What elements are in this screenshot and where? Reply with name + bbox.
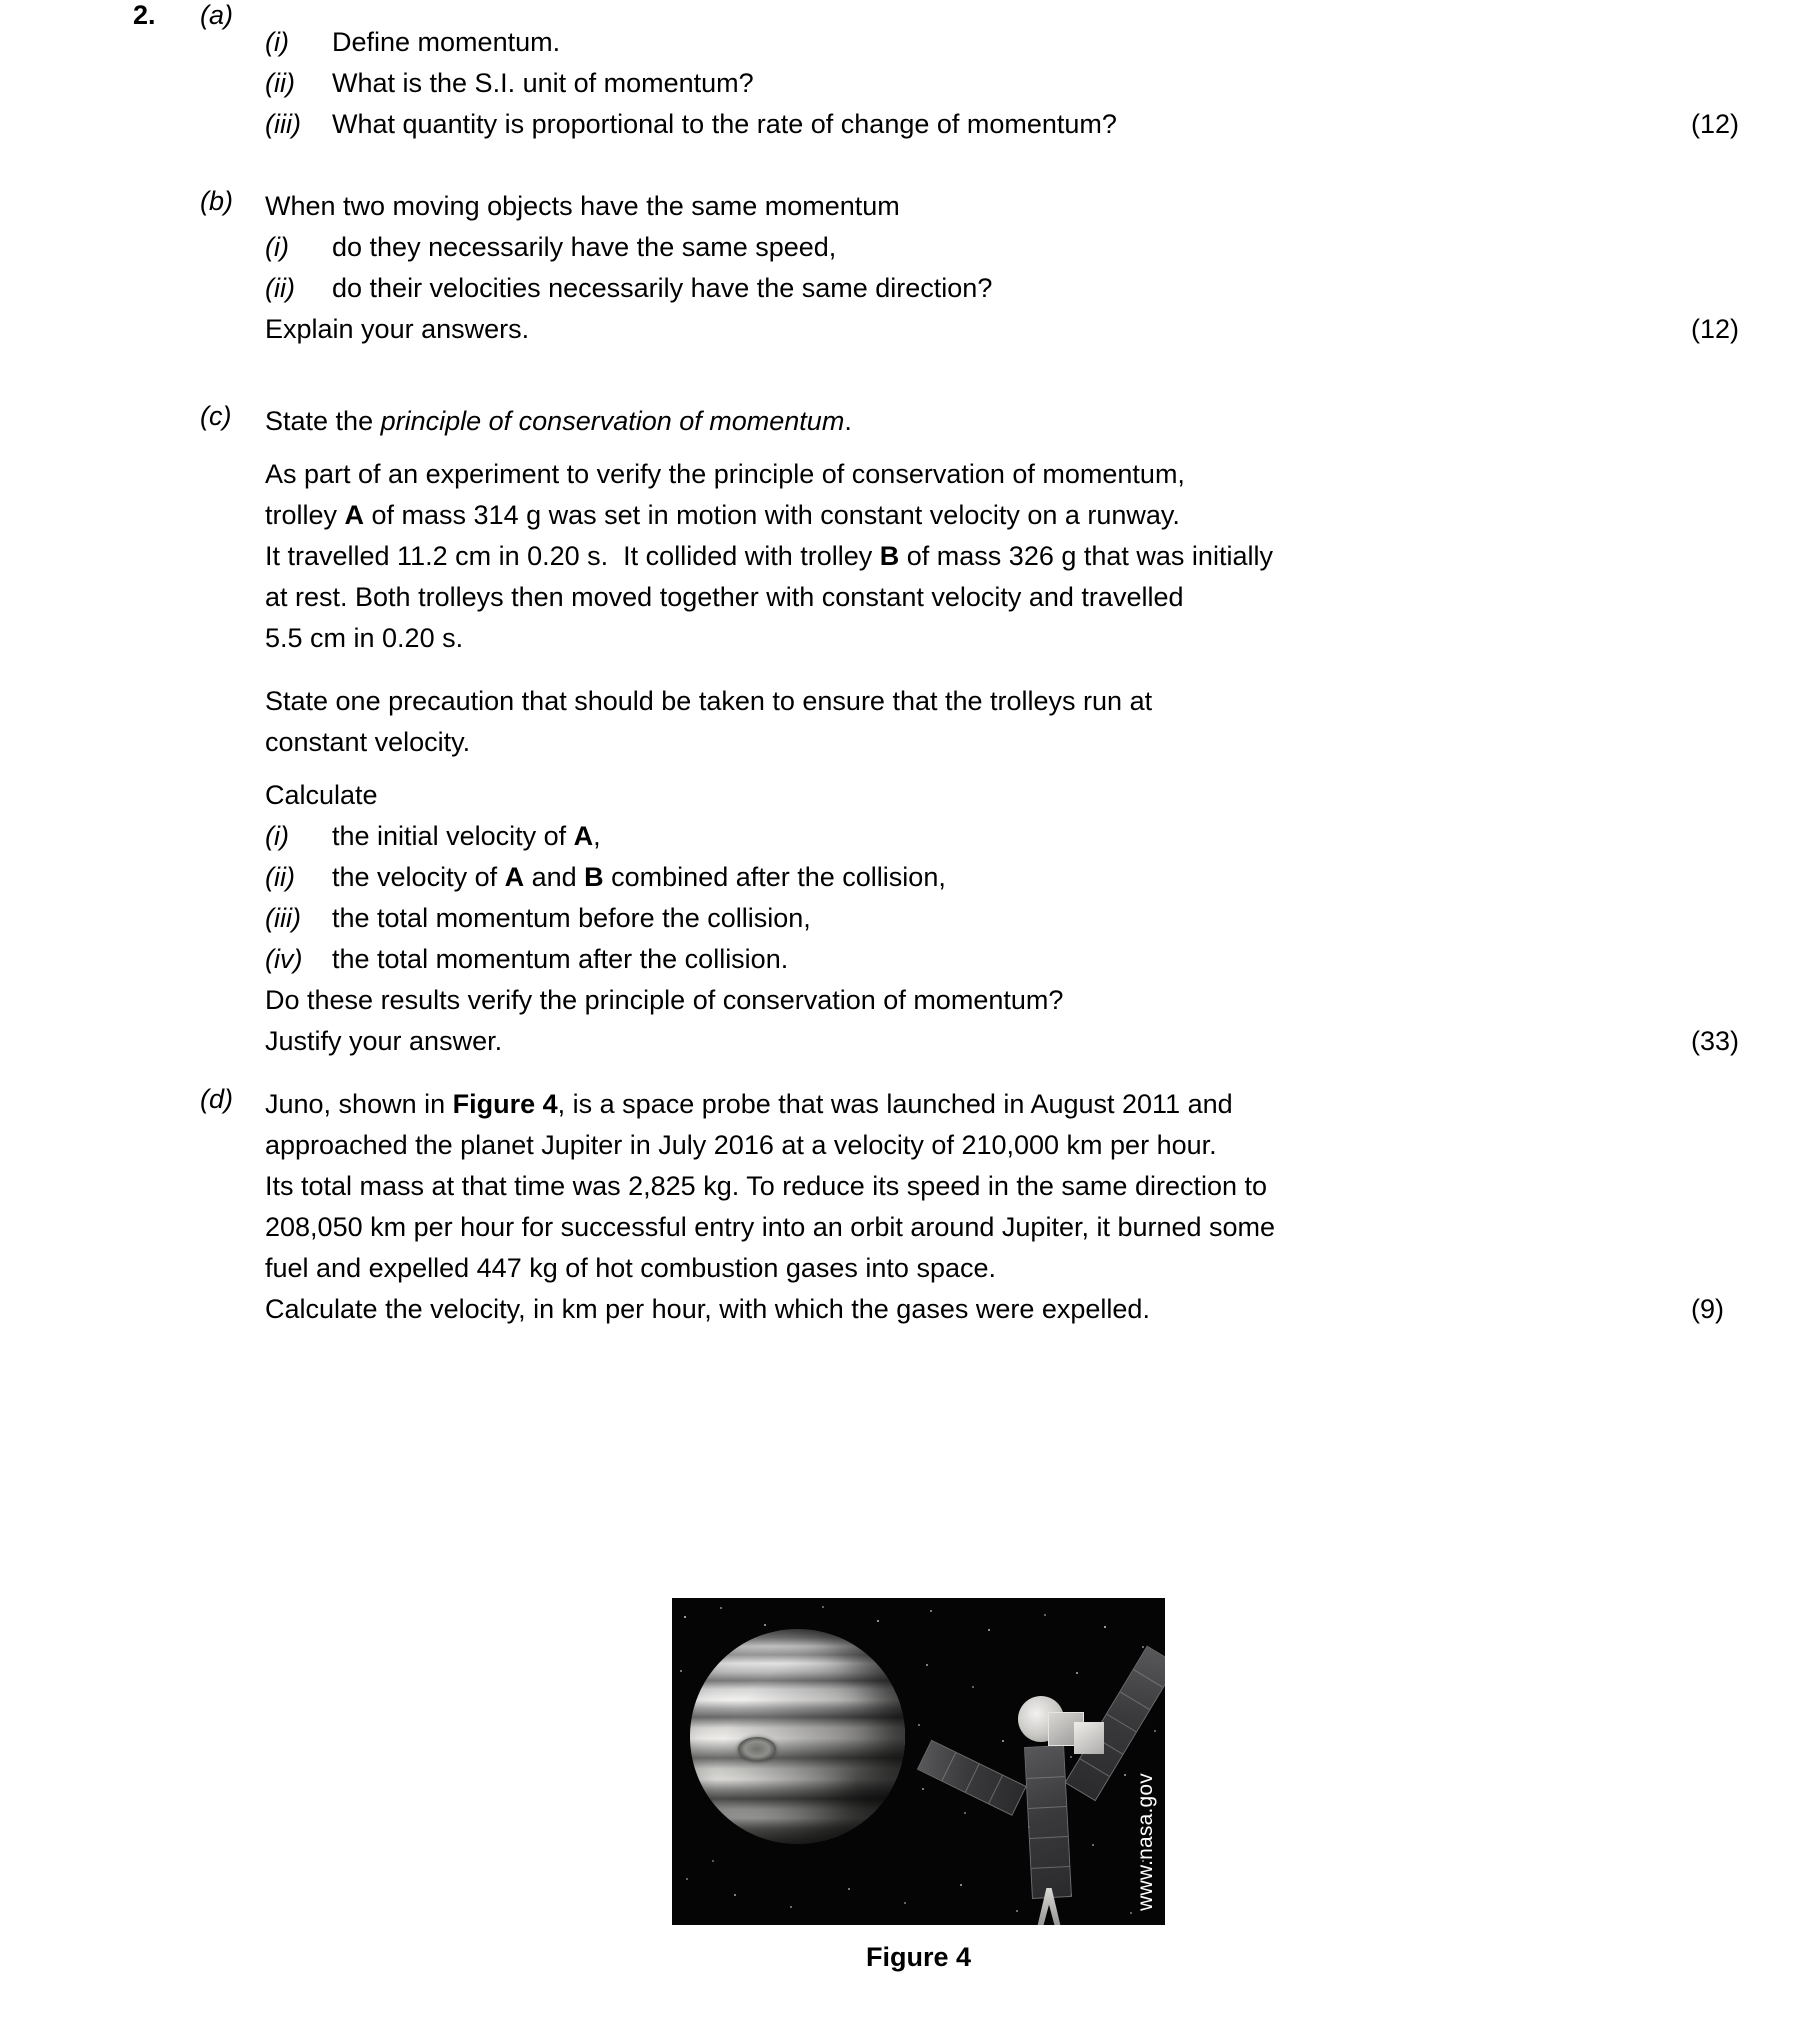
marks-a: (12): [1691, 109, 1740, 139]
question-number: 2.: [133, 0, 156, 30]
closing-text: Explain your answers.: [265, 314, 530, 344]
roman-label: (iii): [265, 109, 301, 139]
marks-d: (9): [1691, 1294, 1724, 1324]
roman-label: (iii): [265, 903, 301, 933]
item-text: What is the S.I. unit of momentum?: [332, 68, 754, 98]
item-text: the total momentum before the collision,: [332, 903, 811, 933]
paragraph-line: at rest. Both trolleys then moved together with constant velocity and travelled: [265, 582, 1184, 612]
item-text: the initial velocity of A,: [332, 821, 601, 851]
body-line: approached the planet Jupiter in July 2016 at a velocity of 210,000 km per hour.: [265, 1130, 1217, 1160]
calculate-text: Calculate: [265, 780, 378, 810]
figure-caption: Figure 4: [865, 1942, 972, 1972]
item-text: do they necessarily have the same speed,: [332, 232, 837, 262]
paragraph-line: It travelled 11.2 cm in 0.20 s. It collided with trolley B of mass 326 g that was initially: [265, 541, 1273, 571]
paragraph-line: 5.5 cm in 0.20 s.: [265, 623, 464, 653]
part-c-closing: [0, 980, 1818, 1062]
instrument-module: [1074, 1722, 1104, 1754]
stem-text: When two moving objects have the same momentum: [265, 191, 900, 221]
roman-label: (i): [265, 821, 289, 851]
juno-jupiter-image: [672, 1598, 1165, 1925]
roman-label: (ii): [265, 273, 295, 303]
item-text: What quantity is proportional to the rate of change of momentum?: [332, 109, 1117, 139]
paragraph-line: trolley A of mass 314 g was set in motion with constant velocity on a runway.: [265, 500, 1180, 530]
part-d-body: [0, 1084, 1818, 1330]
part-c-calculate-label: [0, 775, 1818, 816]
part-b-closing: [0, 309, 1818, 350]
state-text: [265, 401, 1548, 442]
part-b-stem: [0, 186, 1818, 227]
part-c-item-4: [0, 939, 1818, 980]
body-line: Its total mass at that time was 2,825 kg. To reduce its speed in the same direction to: [265, 1171, 1268, 1201]
question-part-b: [0, 186, 1818, 350]
part-a-item-1: [0, 22, 1818, 63]
roman-label: (iv): [265, 944, 303, 974]
roman-label: (ii): [265, 68, 295, 98]
part-c-state-line: [0, 401, 1818, 442]
precaution-line: State one precaution that should be taken to ensure that the trolleys run at: [265, 686, 1153, 716]
part-c-item-2: [0, 857, 1818, 898]
closing-line: Justify your answer.: [265, 1026, 503, 1056]
part-c-item-3: [0, 898, 1818, 939]
solar-panel-lower: [1024, 1745, 1072, 1899]
marks-c: (33): [1691, 1026, 1740, 1056]
question-part-a: [0, 0, 1818, 145]
item-text: the velocity of A and B combined after the collision,: [332, 862, 946, 892]
part-label-d: (d): [200, 1084, 233, 1114]
nasa-credit-label: www.nasa.gov: [1134, 1773, 1157, 1911]
part-a-item-2: [0, 63, 1818, 104]
body-line: fuel and expelled 447 kg of hot combustion gases into space.: [265, 1253, 996, 1283]
jupiter-planet: [690, 1629, 905, 1844]
part-c-item-1: [0, 816, 1818, 857]
great-red-spot: [738, 1737, 776, 1761]
figure-4: [672, 1598, 1165, 1925]
roman-label: (i): [265, 232, 289, 262]
state-pre: State the: [265, 406, 381, 436]
part-label-b: (b): [200, 186, 233, 216]
paragraph-line: As part of an experiment to verify the principle of conservation of momentum,: [265, 459, 1185, 489]
part-a-item-3: [0, 104, 1818, 145]
roman-label: (ii): [265, 862, 295, 892]
item-text: do their velocities necessarily have the same direction?: [332, 273, 993, 303]
precaution-line: constant velocity.: [265, 727, 471, 757]
body-line: 208,050 km per hour for successful entry into an orbit around Jupiter, it burned some: [265, 1212, 1276, 1242]
question-part-d: [0, 1084, 1818, 1330]
roman-label: (i): [265, 27, 289, 57]
part-b-item-2: [0, 268, 1818, 309]
state-post: .: [844, 406, 852, 436]
part-c-experiment-paragraph: [0, 454, 1818, 659]
juno-spacecraft: [940, 1626, 1160, 1916]
question-part-c: [0, 401, 1818, 1062]
part-label-a: (a): [200, 0, 233, 30]
part-c-precaution: [0, 681, 1818, 763]
closing-line: Do these results verify the principle of conservation of momentum?: [265, 985, 1064, 1015]
item-text: Define momentum.: [332, 27, 561, 57]
jupiter-shading: [690, 1629, 905, 1844]
part-label-c: (c): [200, 401, 232, 431]
item-text: the total momentum after the collision.: [332, 944, 789, 974]
principle-italic: principle of conservation of momentum: [380, 406, 845, 436]
marks-b: (12): [1691, 314, 1740, 344]
body-line: Juno, shown in Figure 4, is a space probe that was launched in August 2011 and: [265, 1089, 1233, 1119]
part-b-item-1: [0, 227, 1818, 268]
body-line: Calculate the velocity, in km per hour, with which the gases were expelled.: [265, 1294, 1150, 1324]
